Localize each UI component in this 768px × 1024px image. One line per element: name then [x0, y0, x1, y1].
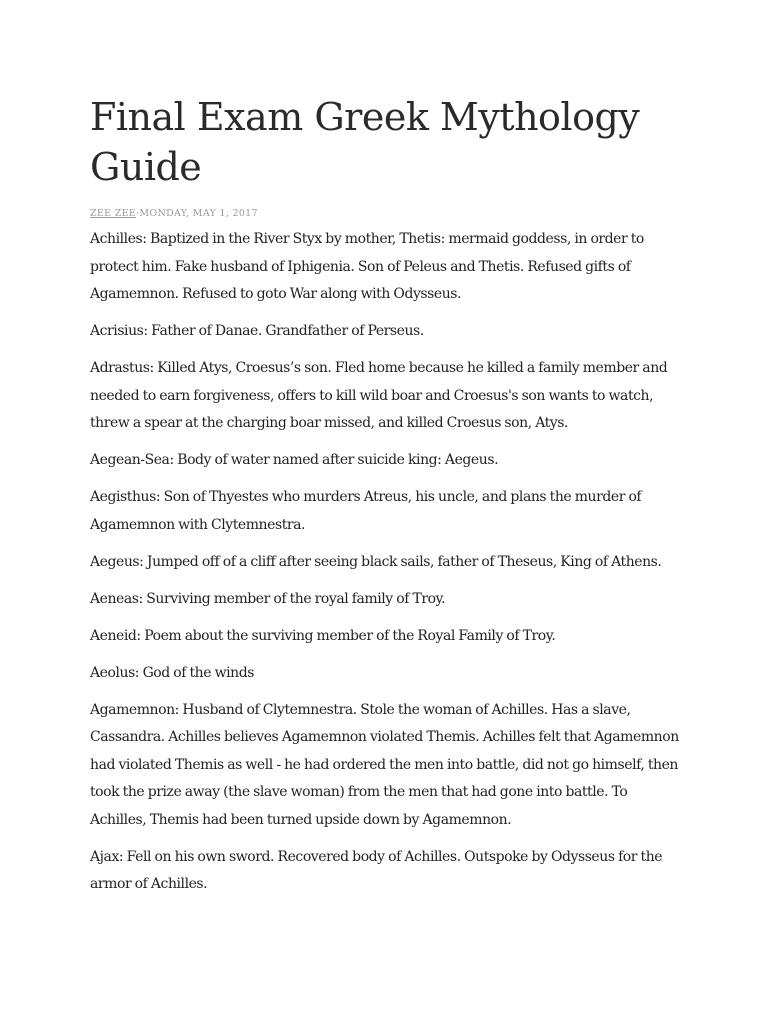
glossary-entries: [90, 226, 682, 899]
meta-separator: ·: [136, 208, 140, 219]
entry-aeneas: Aeneas: Surviving member of the royal family of Troy.: [90, 590, 446, 607]
entry-aeneid: Aeneid: Poem about the surviving member of the Royal Family of Troy.: [90, 627, 556, 644]
article-meta: [90, 207, 682, 221]
publish-date: MONDAY, MAY 1, 2017: [139, 208, 258, 219]
author-link[interactable]: ZEE ZEE: [90, 208, 137, 219]
entry-ajax: Ajax: Fell on his own sword. Recovered body of Achilles. Outspoke by Odysseus for the armor of Achilles.: [90, 848, 663, 892]
entry-aeolus: Aeolus: God of the winds: [90, 664, 254, 681]
entry-acrisius: Acrisius: Father of Danae. Grandfather of Perseus.: [90, 323, 424, 339]
entry-aegisthus: Aegisthus: Son of Thyestes who murders Atreus, his uncle, and plans the murder of Agamemnon with Clytemnestra.: [90, 489, 642, 533]
entry-agamemnon: Agamemnon: Husband of Clytemnestra. Stole the woman of Achilles. Has a slave, Cassandra. Achilles believes Agamemnon violated Themis. Achilles felt that Agamemnon had violated Themis as well - he had ordered the men into battle, did not go himself, then took the prize away (the slave woman) from the men that had gone into battle. To Achilles, Themis had been turned upside down by Agamemnon.: [90, 701, 679, 828]
entry-achilles: Achilles: Baptized in the River Styx by mother, Thetis: mermaid goddess, in order to protect him. Fake husband of Iphigenia. Son of Peleus and Thetis. Refused gifts of Agamemnon. Refused to goto War along with Odysseus.: [90, 231, 644, 302]
entry-aegean-sea: Aegean-Sea: Body of water named after suicide king: Aegeus.: [90, 452, 499, 468]
article: [90, 92, 682, 908]
entry-adrastus: Adrastus: Killed Atys, Croesus’s son. Fled home because he killed a family member and needed to earn forgiveness, offers to kill wild boar and Croesus's son wants to watch, threw a spear at the charging boar missed, and killed Croesus son, Atys.: [90, 360, 668, 431]
entry-aegeus: Aegeus: Jumped off of a cliff after seeing black sails, father of Theseus, King of Athens.: [90, 553, 662, 570]
article-title: Final Exam Greek Mythology Guide: [90, 95, 640, 189]
